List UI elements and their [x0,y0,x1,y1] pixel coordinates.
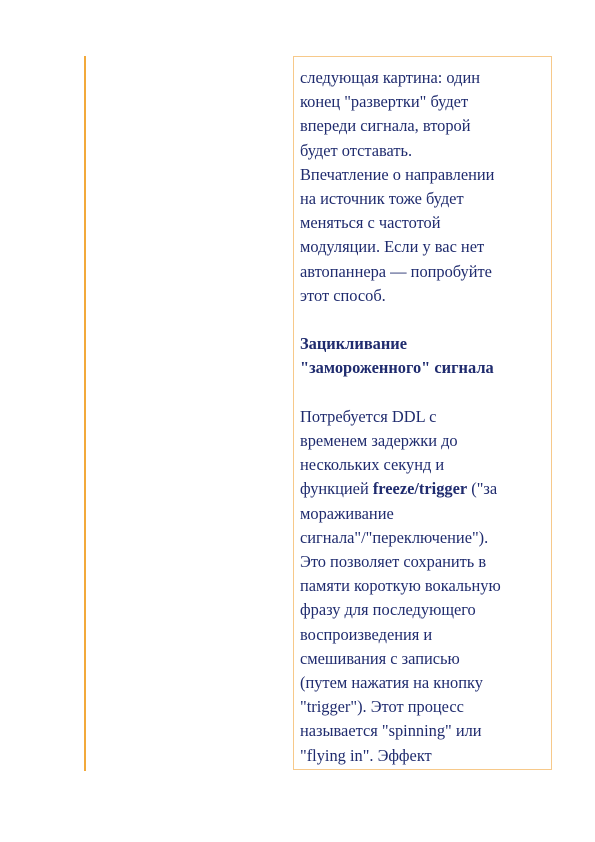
text-line: модуляции. Если у вас нет [300,237,485,257]
text-line [300,477,547,501]
text-line: мораживание [300,503,394,523]
text-line: фразу для последующего [300,600,476,620]
text-line: смешивания с записью [300,648,460,668]
text-line: впереди сигнала, второй [300,116,471,136]
paragraph-spacer [300,308,547,332]
text-line: нескольких секунд и [300,455,445,475]
text-line: этот способ. [300,285,386,305]
text-line: "flying in". Эффект [300,745,432,765]
text-line: Впечатление о направлении [300,164,495,184]
text-line: памяти короткую вокальную [300,576,501,596]
text-line: Это позволяет сохранить в [300,552,487,572]
text-fragment: функцией [300,479,373,499]
bold-term: freeze/trigger [372,479,468,499]
text-line: на источник тоже будет [300,189,464,209]
text-fragment: ("за [467,479,498,499]
text-column [293,56,552,770]
heading-line: Зацикливание [300,334,408,354]
text-line: временем задержки до [300,431,458,451]
margin-rule [84,56,86,771]
paragraph-spacer [300,381,547,405]
text-line: автопаннера — попробуйте [300,261,492,281]
text-line: называется "spinning" или [300,721,482,741]
text-line: конец "развертки" будет [300,92,469,112]
paragraph-1 [300,66,547,308]
heading-line: "замороженного" сигнала [300,358,494,378]
text-line: воспроизведения и [300,624,433,644]
text-line: сигнала"/"переключение"). [300,527,489,547]
text-line: "trigger"). Этот процесс [300,697,464,717]
paragraph-2 [300,405,547,768]
text-line: будет отставать. [300,140,413,160]
text-line: Потребуется DDL с [300,406,437,426]
section-heading [300,332,547,380]
text-line: следующая картина: один [300,68,481,87]
text-line: (путем нажатия на кнопку [300,673,483,693]
text-line: меняться с частотой [300,213,441,233]
